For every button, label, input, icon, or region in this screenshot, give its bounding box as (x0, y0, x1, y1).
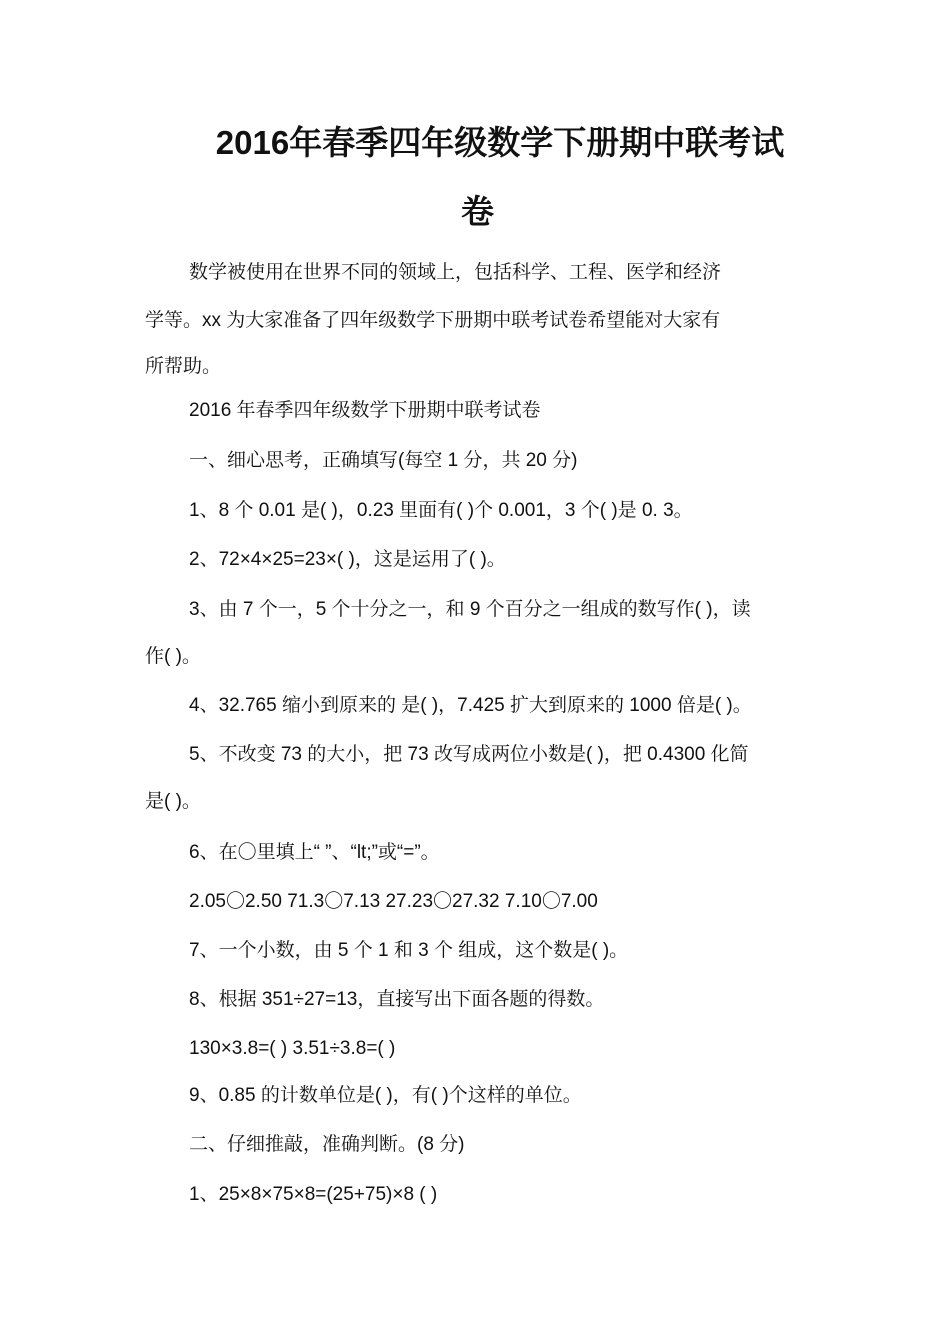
section-heading: 一、细心思考，正确填写(每空 1 分，共 20 分) (189, 450, 578, 471)
question-line: 1、8 个 0.01 是( )，0.23 里面有( )个 0.001，3 个( )是 0. 3。 (189, 500, 693, 521)
question-line: 130×3.8=( ) 3.51÷3.8=( ) (189, 1038, 396, 1059)
document-title-line2: 卷 (461, 193, 494, 230)
question-line: 3、由 7 个一，5 个十分之一，和 9 个百分之一组成的数写作( )，读 (189, 599, 751, 620)
question-line: 6、在〇里填上“ ”、“lt;”或“=”。 (189, 842, 440, 863)
document-title-line1: 2016年春季四年级数学下册期中联考试 (215, 124, 785, 161)
question-line: 作( )。 (145, 646, 201, 667)
paragraph-line: 2016 年春季四年级数学下册期中联考试卷 (189, 400, 541, 421)
paragraph-line: 所帮助。 (145, 356, 222, 377)
question-line: 5、不改变 73 的大小，把 73 改写成两位小数是( )，把 0.4300 化简 (189, 744, 749, 765)
paragraph-line: 学等。xx 为大家准备了四年级数学下册期中联考试卷希望能对大家有 (145, 310, 721, 331)
question-line: 2.05〇2.50 71.3〇7.13 27.23〇27.32 7.10〇7.00 (189, 891, 598, 912)
paragraph-line: 数学被使用在世界不同的领域上，包括科学、工程、医学和经济 (189, 262, 722, 283)
section-heading: 二、仔细推敲，准确判断。(8 分) (189, 1134, 465, 1155)
question-line: 2、72×4×25=23×( )，这是运用了( )。 (189, 549, 506, 570)
question-line: 1、25×8×75×8=(25+75)×8 ( ) (189, 1184, 438, 1205)
question-line: 8、根据 351÷27=13，直接写出下面各题的得数。 (189, 989, 605, 1010)
question-line: 4、32.765 缩小到原来的 是( )，7.425 扩大到原来的 1000 倍是( )。 (189, 695, 752, 716)
question-line: 是( )。 (145, 791, 201, 812)
question-line: 7、一个小数，由 5 个 1 和 3 个 组成，这个数是( )。 (189, 940, 629, 961)
question-line: 9、0.85 的计数单位是( )，有( )个这样的单位。 (189, 1085, 582, 1106)
